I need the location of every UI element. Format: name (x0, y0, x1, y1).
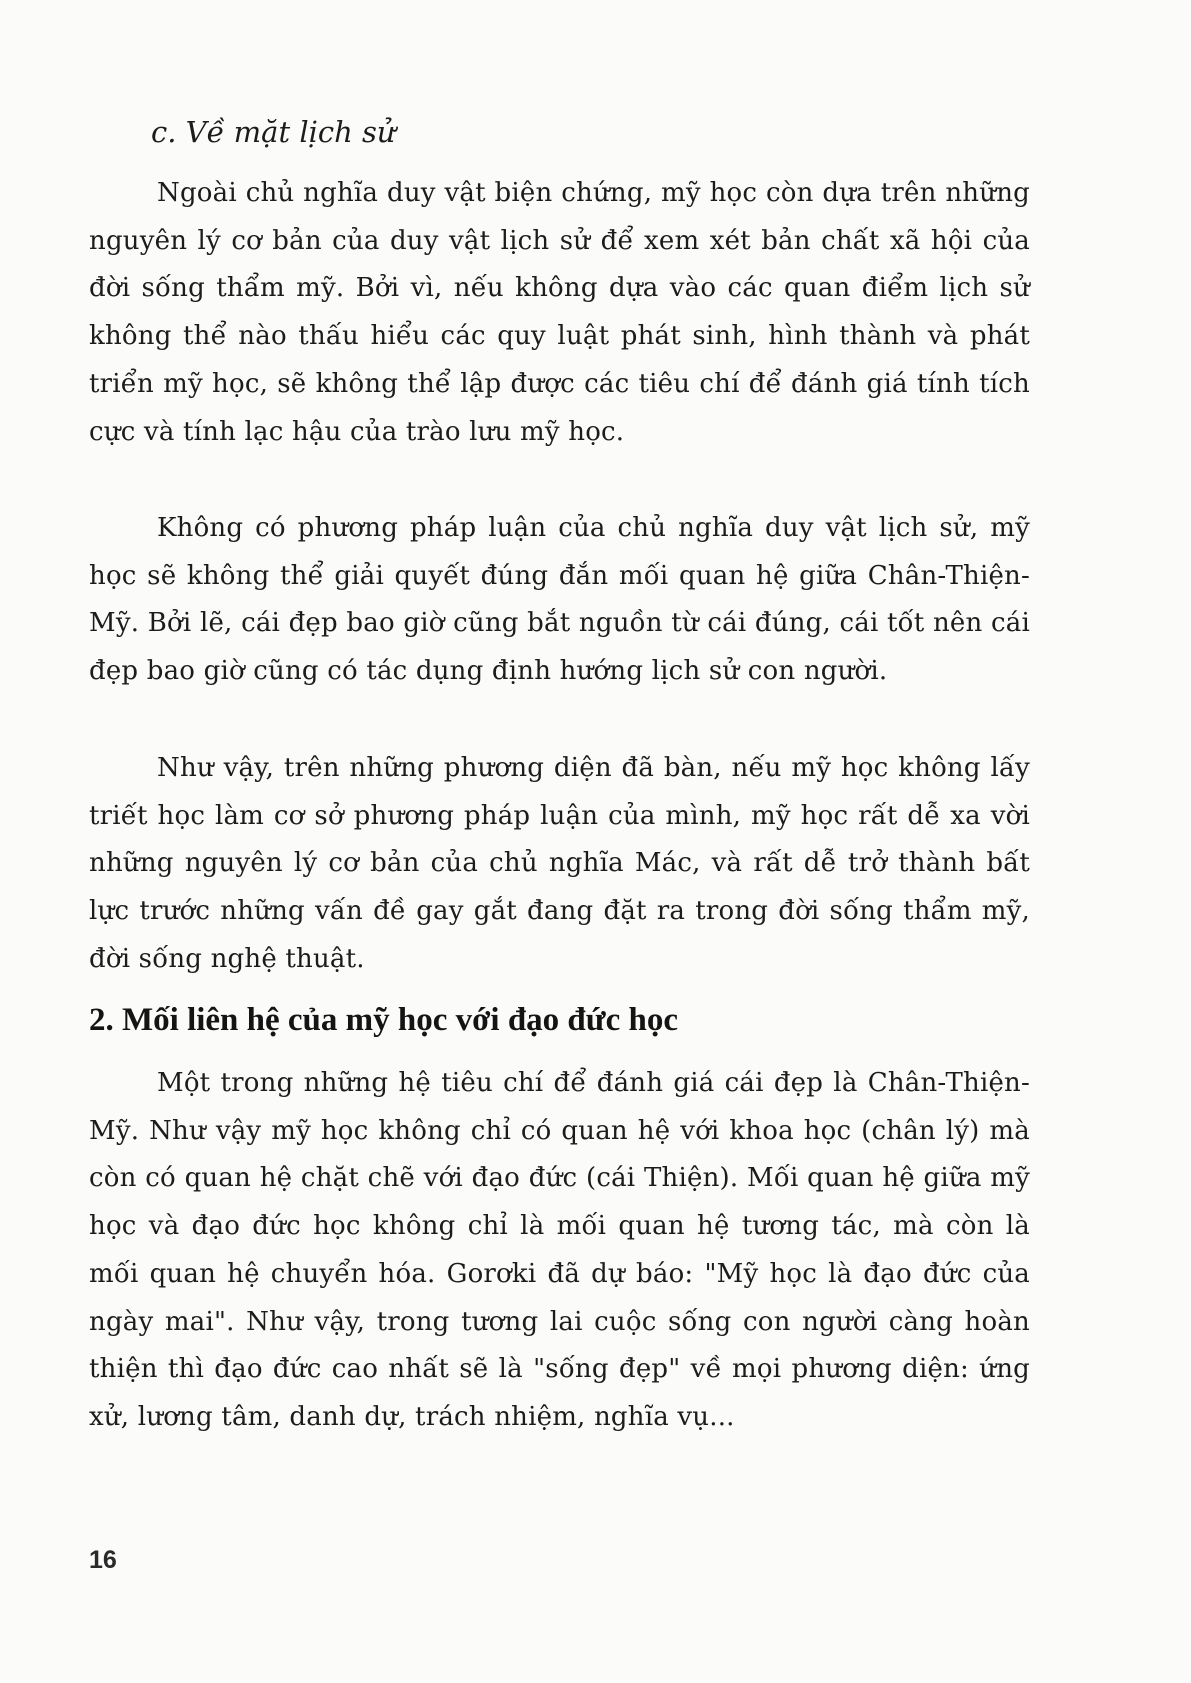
subsection-title: c. Về mặt lịch sử (151, 115, 396, 149)
paragraph-historical-materialism: Ngoài chủ nghĩa duy vật biện chứng, mỹ học còn dựa trên những nguyên lý cơ bản của duy vật lịch sử để xem xét bản chất xã hội của đời sống thẩm mỹ. Bởi vì, nếu không dựa vào các quan điểm lịch sử không thể nào thấu hiểu các quy luật phát sinh, hình thành và phát triển mỹ học, sẽ không thể lập được các tiêu chí để đánh giá tính tích cực và tính lạc hậu của trào lưu mỹ học. (89, 178, 1030, 447)
section-heading: 2. Mối liên hệ của mỹ học với đạo đức học (89, 1002, 678, 1038)
paragraph-ethics: Một trong những hệ tiêu chí để đánh giá cái đẹp là Chân-Thiện-Mỹ. Như vậy mỹ học không chỉ có quan hệ với khoa học (chân lý) mà còn có quan hệ chặt chẽ với đạo đức (cái Thiện). Mối quan hệ giữa mỹ học và đạo đức học không chỉ là mối quan hệ tương tác, mà còn là mối quan hệ chuyển hóa. Gorơki đã dự báo: "Mỹ học là đạo đức của ngày mai". Như vậy, trong tương lai cuộc sống con người càng hoàn thiện thì đạo đức cao nhất sẽ là "sống đẹp" về mọi phương diện: ứng xử, lương tâm, danh dự, trách nhiệm, nghĩa vụ... (89, 1068, 1030, 1432)
paragraph-conclusion: Như vậy, trên những phương diện đã bàn, nếu mỹ học không lấy triết học làm cơ sở phương pháp luận của mình, mỹ học rất dễ xa vời những nguyên lý cơ bản của chủ nghĩa Mác, và rất dễ trở thành bất lực trước những vấn đề gay gắt đang đặt ra trong đời sống thẩm mỹ, đời sống nghệ thuật. (89, 753, 1030, 974)
page-number: 16 (89, 1546, 117, 1574)
paragraph-methodology: Không có phương pháp luận của chủ nghĩa duy vật lịch sử, mỹ học sẽ không thể giải quyết đúng đắn mối quan hệ giữa Chân-Thiện-Mỹ. Bởi lẽ, cái đẹp bao giờ cũng bắt nguồn từ cái đúng, cái tốt nên cái đẹp bao giờ cũng có tác dụng định hướng lịch sử con người. (89, 513, 1030, 687)
